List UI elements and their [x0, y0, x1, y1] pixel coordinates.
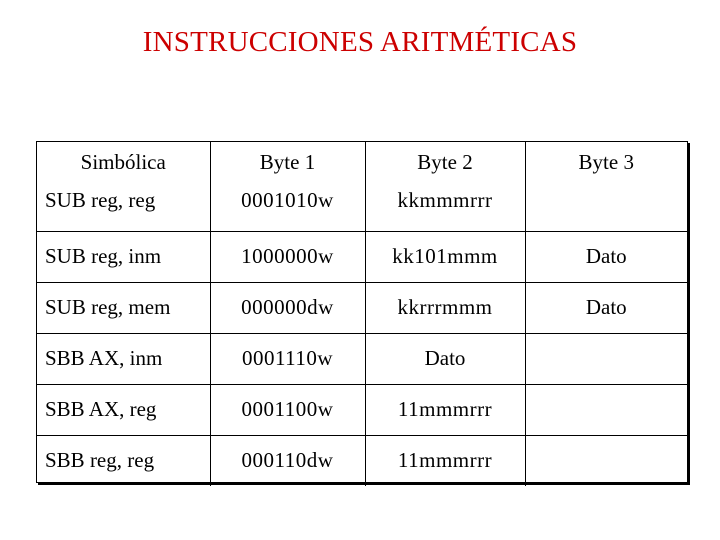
table-cell: 11mmmrrr — [365, 384, 525, 435]
table-row — [37, 231, 687, 282]
table-cell: Dato — [525, 231, 687, 282]
table-row — [37, 333, 687, 384]
table-cell: 000000dw — [210, 282, 365, 333]
header-cell-byte3 — [525, 142, 687, 231]
instruction-table-frame — [36, 141, 688, 483]
column-header-byte2: Byte 2 — [417, 150, 473, 174]
header-cell-byte2 — [365, 142, 525, 231]
table-cell: Dato — [365, 333, 525, 384]
table-cell: SBB AX, reg — [37, 384, 210, 435]
table-cell: 000110dw — [210, 435, 365, 486]
table-cell: Dato — [525, 282, 687, 333]
table-cell — [525, 333, 687, 384]
table-cell: kkrrrmmm — [365, 282, 525, 333]
column-header-simbolica: Simbólica — [80, 150, 166, 174]
table-row — [37, 282, 687, 333]
instruction-table — [37, 142, 687, 486]
table-row — [37, 384, 687, 435]
table-header-row — [37, 142, 687, 231]
table-cell: SBB AX, inm — [37, 333, 210, 384]
header-cell-simbolica — [37, 142, 210, 231]
slide-title: INSTRUCCIONES ARITMÉTICAS — [142, 26, 578, 58]
table-cell — [525, 435, 687, 486]
table-cell: kkmmmrrr — [397, 188, 493, 212]
table-cell: SBB reg, reg — [37, 435, 210, 486]
column-header-byte3: Byte 3 — [578, 150, 634, 174]
table-cell: 0001010w — [241, 188, 334, 212]
table-cell: kk101mmm — [365, 231, 525, 282]
column-header-byte1: Byte 1 — [259, 150, 316, 174]
table-cell: SUB reg, inm — [37, 231, 210, 282]
table-cell: 0001110w — [210, 333, 365, 384]
table-cell: 11mmmrrr — [365, 435, 525, 486]
header-cell-byte1 — [210, 142, 365, 231]
table-cell: 0001100w — [210, 384, 365, 435]
table-cell: 1000000w — [210, 231, 365, 282]
table-row — [37, 435, 687, 486]
table-cell — [525, 384, 687, 435]
table-cell: SUB reg, mem — [37, 282, 210, 333]
table-cell: SUB reg, reg — [45, 188, 156, 212]
